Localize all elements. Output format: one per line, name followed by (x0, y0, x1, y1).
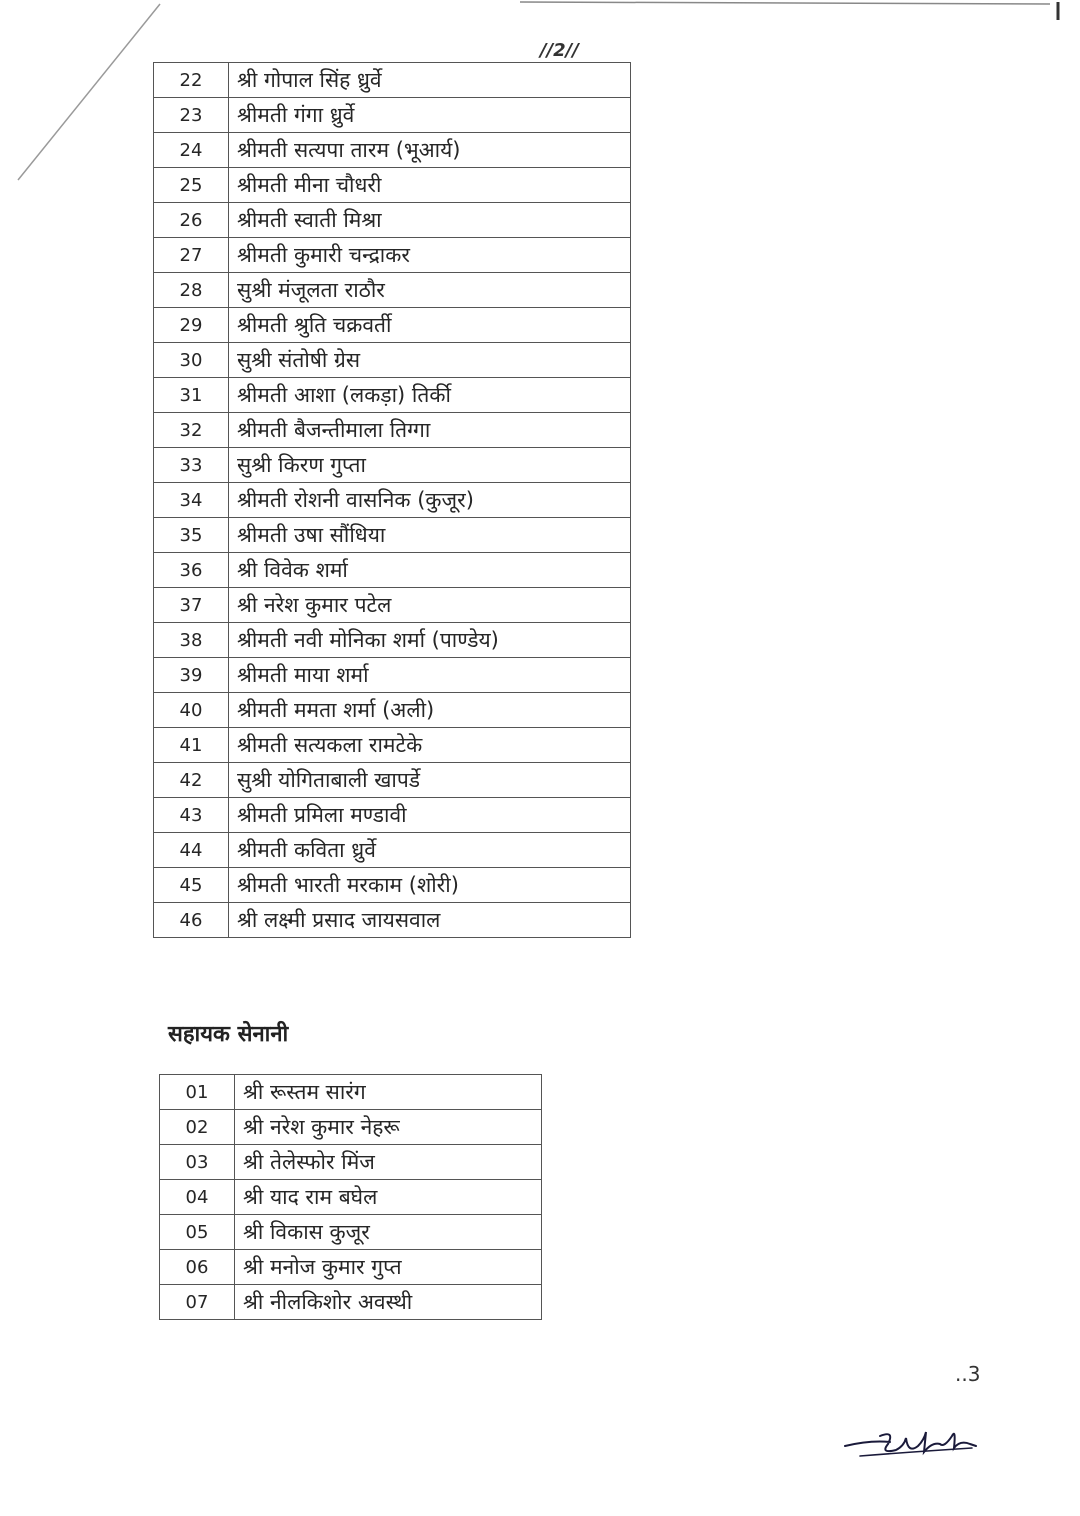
table-row (154, 203, 631, 238)
table-row (154, 413, 631, 448)
serial-number-cell: 24 (154, 133, 229, 168)
person-name-cell: श्री नरेश कुमार पटेल (229, 588, 631, 623)
table-row (154, 273, 631, 308)
table-row (154, 98, 631, 133)
serial-number-cell: 39 (154, 658, 229, 693)
serial-number-cell: 04 (160, 1180, 235, 1215)
table-row (154, 448, 631, 483)
person-name-cell: श्रीमती श्रुति चक्रवर्ती (229, 308, 631, 343)
serial-number-cell: 29 (154, 308, 229, 343)
continuation-marker: ..3 (955, 1362, 981, 1386)
person-name-cell: श्रीमती बैजन्तीमाला तिग्गा (229, 413, 631, 448)
table-row (154, 483, 631, 518)
serial-number-cell: 42 (154, 763, 229, 798)
serial-number-cell: 22 (154, 63, 229, 98)
person-name-cell: श्रीमती ममता शर्मा (अली) (229, 693, 631, 728)
serial-number-cell: 27 (154, 238, 229, 273)
table-row (154, 518, 631, 553)
person-name-cell: श्रीमती रोशनी वासनिक (कुजूर) (229, 483, 631, 518)
serial-number-cell: 26 (154, 203, 229, 238)
table-row (160, 1250, 542, 1285)
table-row (160, 1285, 542, 1320)
signature (840, 1418, 990, 1478)
table-row (160, 1215, 542, 1250)
table-row (154, 658, 631, 693)
sub-table-body (160, 1075, 542, 1320)
person-name-cell: श्रीमती सत्यपा तारम (भूआर्य) (229, 133, 631, 168)
person-name-cell: श्री नीलकिशोर अवस्थी (235, 1285, 542, 1320)
table-row (154, 378, 631, 413)
person-name-cell: श्रीमती स्वाती मिश्रा (229, 203, 631, 238)
serial-number-cell: 44 (154, 833, 229, 868)
person-name-cell: श्रीमती उषा सौंधिया (229, 518, 631, 553)
table-row (154, 63, 631, 98)
person-name-cell: सुश्री योगिताबाली खापर्डे (229, 763, 631, 798)
serial-number-cell: 33 (154, 448, 229, 483)
table-row (160, 1180, 542, 1215)
table-row (154, 238, 631, 273)
serial-number-cell: 37 (154, 588, 229, 623)
person-name-cell: श्रीमती प्रमिला मण्डावी (229, 798, 631, 833)
person-name-cell: श्री विवेक शर्मा (229, 553, 631, 588)
section-heading: सहायक सेनानी (168, 1022, 289, 1047)
person-name-cell: श्रीमती आशा (लकड़ा) तिर्की (229, 378, 631, 413)
person-name-cell: श्रीमती गंगा ध्रुर्वे (229, 98, 631, 133)
serial-number-cell: 46 (154, 903, 229, 938)
serial-number-cell: 38 (154, 623, 229, 658)
table-row (154, 623, 631, 658)
table-row (154, 343, 631, 378)
table-row (154, 588, 631, 623)
person-name-cell: श्री विकास कुजूर (235, 1215, 542, 1250)
serial-number-cell: 34 (154, 483, 229, 518)
table-row (154, 763, 631, 798)
serial-number-cell: 06 (160, 1250, 235, 1285)
serial-number-cell: 36 (154, 553, 229, 588)
serial-number-cell: 02 (160, 1110, 235, 1145)
person-name-cell: श्रीमती माया शर्मा (229, 658, 631, 693)
person-name-cell: श्री नरेश कुमार नेहरू (235, 1110, 542, 1145)
serial-number-cell: 05 (160, 1215, 235, 1250)
person-name-cell: श्रीमती भारती मरकाम (शोरी) (229, 868, 631, 903)
person-name-cell: श्रीमती कविता ध्रुर्वे (229, 833, 631, 868)
serial-number-cell: 07 (160, 1285, 235, 1320)
table-row (154, 868, 631, 903)
serial-number-cell: 43 (154, 798, 229, 833)
page-number: //2// (540, 40, 579, 61)
table-row (154, 728, 631, 763)
serial-number-cell: 01 (160, 1075, 235, 1110)
table-row (154, 833, 631, 868)
serial-number-cell: 32 (154, 413, 229, 448)
person-name-cell: श्रीमती नवी मोनिका शर्मा (पाण्डेय) (229, 623, 631, 658)
table-row (154, 693, 631, 728)
table-row (160, 1145, 542, 1180)
person-name-cell: सुश्री मंजूलता राठौर (229, 273, 631, 308)
table-row (160, 1075, 542, 1110)
table-row (154, 168, 631, 203)
person-name-cell: श्री मनोज कुमार गुप्त (235, 1250, 542, 1285)
table-row (160, 1110, 542, 1145)
person-name-cell: श्रीमती मीना चौधरी (229, 168, 631, 203)
serial-number-cell: 30 (154, 343, 229, 378)
person-name-cell: श्री गोपाल सिंह ध्रुर्वे (229, 63, 631, 98)
person-name-cell: श्री याद राम बघेल (235, 1180, 542, 1215)
person-name-cell: श्रीमती कुमारी चन्द्राकर (229, 238, 631, 273)
table-row (154, 798, 631, 833)
serial-number-cell: 31 (154, 378, 229, 413)
serial-number-cell: 41 (154, 728, 229, 763)
serial-number-cell: 45 (154, 868, 229, 903)
main-table-body (154, 63, 631, 938)
serial-number-cell: 23 (154, 98, 229, 133)
serial-number-cell: 40 (154, 693, 229, 728)
table-row (154, 903, 631, 938)
serial-number-cell: 03 (160, 1145, 235, 1180)
person-name-cell: श्री तेलेस्फोर मिंज (235, 1145, 542, 1180)
table-row (154, 553, 631, 588)
sub-name-table (159, 1074, 542, 1320)
serial-number-cell: 25 (154, 168, 229, 203)
person-name-cell: श्री रूस्तम सारंग (235, 1075, 542, 1110)
serial-number-cell: 28 (154, 273, 229, 308)
table-row (154, 133, 631, 168)
person-name-cell: सुश्री संतोषी ग्रेस (229, 343, 631, 378)
person-name-cell: श्रीमती सत्यकला रामटेके (229, 728, 631, 763)
main-name-table (153, 62, 631, 938)
table-row (154, 308, 631, 343)
serial-number-cell: 35 (154, 518, 229, 553)
person-name-cell: श्री लक्ष्मी प्रसाद जायसवाल (229, 903, 631, 938)
person-name-cell: सुश्री किरण गुप्ता (229, 448, 631, 483)
